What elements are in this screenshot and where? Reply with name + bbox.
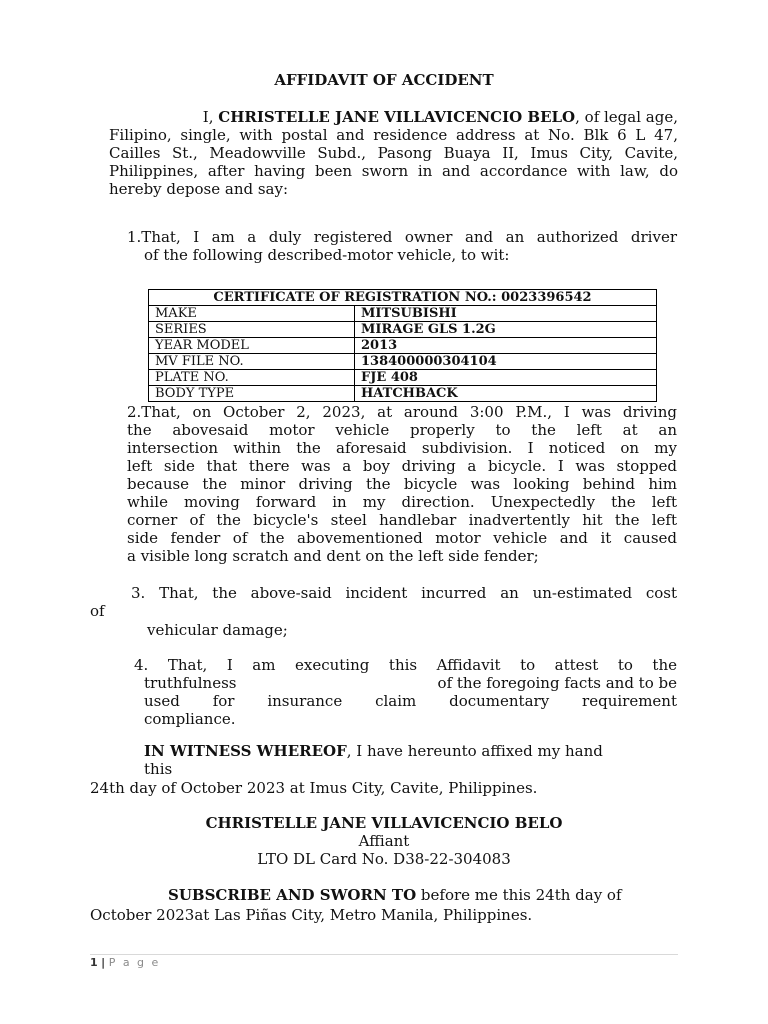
footer-divider (90, 954, 678, 955)
deponent-name: CHRISTELLE JANE VILLAVICENCIO BELO (218, 108, 576, 126)
table-row (149, 322, 657, 338)
p4-line-4: compliance. (144, 710, 236, 728)
p2-line: corner of the bicycle's steel handlebar inadvertently hit the left (127, 511, 677, 529)
field-value: 2013 (355, 338, 657, 354)
intro-line-3: Cailles St., Meadowville Subd., Pasong Buaya II, Imus City, Cavite, (109, 144, 678, 162)
registration-header: CERTIFICATE OF REGISTRATION NO.: 0023396542 (149, 290, 657, 306)
p4-line-1: 4. That, I am executing this Affidavit to attest to the (134, 656, 677, 674)
witness-line-1: IN WITNESS WHEREOF, I have hereunto affixed my hand (144, 742, 603, 760)
page-number: 1 (90, 956, 98, 969)
table-row (149, 354, 657, 370)
field-value: HATCHBACK (355, 386, 657, 402)
field-label: MV FILE NO. (149, 354, 355, 370)
witness-line-3: 24th day of October 2023 at Imus City, Cavite, Philippines. (90, 779, 538, 797)
p3-line-2: of (90, 602, 105, 620)
field-label: MAKE (149, 306, 355, 322)
intro-line-1: I, CHRISTELLE JANE VILLAVICENCIO BELO, of legal age, (202, 108, 678, 126)
field-label: PLATE NO. (149, 370, 355, 386)
jurat-line-1: SUBSCRIBE AND SWORN TO before me this 24th day of (168, 886, 622, 904)
jurat-heading: SUBSCRIBE AND SWORN TO (168, 886, 417, 904)
field-value: MITSUBISHI (355, 306, 657, 322)
table-row (149, 370, 657, 386)
field-label: SERIES (149, 322, 355, 338)
affiant-role: Affiant (358, 832, 410, 850)
p2-line: intersection within the aforesaid subdivision. I noticed on my (127, 439, 677, 457)
p3-line-1: 3. That, the above-said incident incurred an un-estimated cost (131, 584, 677, 602)
p1-line-1: 1.That, I am a duly registered owner and an authorized driver (127, 228, 677, 246)
intro-line-5: hereby depose and say: (109, 180, 289, 198)
p4-line-2a: truthfulness (144, 674, 237, 692)
jurat-line-2: October 2023at Las Piñas City, Metro Manila, Philippines. (90, 906, 533, 924)
intro-line-4: Philippines, after having been sworn in and accordance with law, do (109, 162, 678, 180)
table-row (149, 338, 657, 354)
p2-line: side fender of the abovementioned motor vehicle and it caused (127, 529, 677, 547)
p2-line: the abovesaid motor vehicle properly to the left at an (127, 421, 677, 439)
field-label: YEAR MODEL (149, 338, 355, 354)
p2-line: because the minor driving the bicycle was looking behind him (127, 475, 677, 493)
p1-line-2: of the following described-motor vehicle, to wit: (144, 246, 510, 264)
page-separator: | (101, 956, 106, 969)
field-value: FJE 408 (355, 370, 657, 386)
page-title: AFFIDAVIT OF ACCIDENT (274, 71, 494, 89)
table-header-row (149, 290, 657, 306)
page-footer (90, 956, 160, 969)
p2-line: while moving forward in my direction. Unexpectedly the left (127, 493, 677, 511)
p2-line: left side that there was a boy driving a bicycle. I was stopped (127, 457, 677, 475)
affiant-license: LTO DL Card No. D38-22-304083 (257, 850, 511, 868)
p2-line: a visible long scratch and dent on the left side fender; (127, 547, 539, 565)
field-label: BODY TYPE (149, 386, 355, 402)
p4-line-2b: of the foregoing facts and to be (437, 674, 677, 692)
table-row (149, 306, 657, 322)
intro-line-2: Filipino, single, with postal and residence address at No. Blk 6 L 47, (109, 126, 678, 144)
field-value: MIRAGE GLS 1.2G (355, 322, 657, 338)
p3-line-3: vehicular damage; (147, 621, 288, 639)
registration-table (148, 289, 657, 402)
witness-line-2: this (144, 760, 173, 778)
witness-heading: IN WITNESS WHEREOF (144, 742, 347, 760)
table-row (149, 386, 657, 402)
p2-line: 2.That, on October 2, 2023, at around 3:00 P.M., I was driving (127, 403, 677, 421)
field-value: 138400000304104 (355, 354, 657, 370)
affiant-name: CHRISTELLE JANE VILLAVICENCIO BELO (205, 814, 563, 832)
page-label: P a g e (108, 956, 161, 969)
p4-line-3: used for insurance claim documentary requirement (144, 692, 677, 710)
